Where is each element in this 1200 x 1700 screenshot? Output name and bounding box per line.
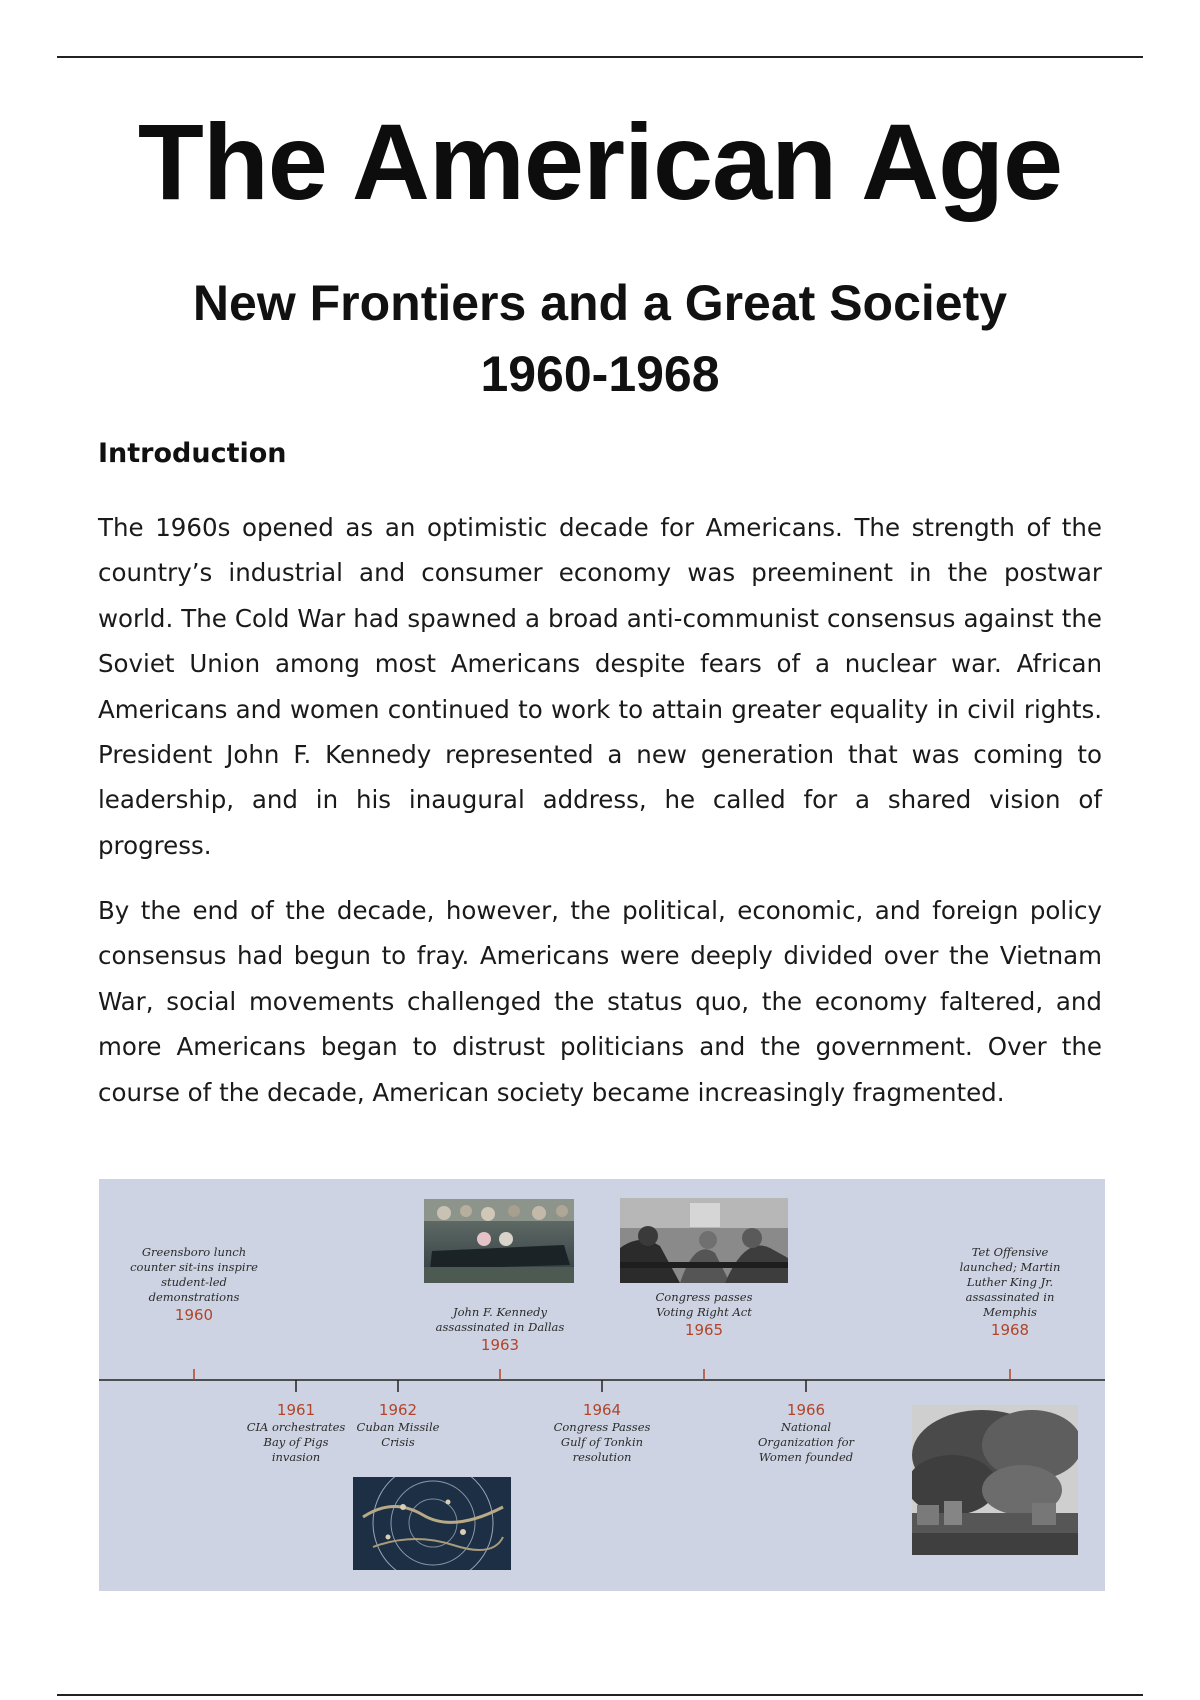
timeline-event-1962	[353, 1400, 443, 1450]
event-year: 1963	[480, 1336, 520, 1354]
event-text: Tet Offensive launched; Martin Luther King Jr. assassinated in Memphis	[959, 1245, 1061, 1319]
subtitle-line-2: 1960-1968	[480, 346, 720, 402]
timeline-event-1964	[542, 1400, 662, 1465]
event-year: 1962	[378, 1401, 418, 1419]
event-text: Cuban Missile Crisis	[356, 1420, 440, 1449]
event-text: CIA orchestrates Bay of Pigs invasion	[246, 1420, 346, 1464]
top-rule	[57, 56, 1143, 58]
event-year: 1961	[276, 1401, 316, 1419]
event-year: 1968	[990, 1321, 1030, 1339]
intro-paragraph-2: By the end of the decade, however, the political, economic, and foreign policy consensus had begun to fray. Americans were deeply divided over the Vietnam War, social movements challenged the status quo, the economy faltered, and more Americans began to distrust politicians and the government. Over the course of the decade, American society became increasingly fragmented.	[98, 896, 1102, 1107]
kennedy-motorcade-photo	[424, 1199, 574, 1283]
timeline-event-1968	[950, 1245, 1070, 1340]
event-year: 1965	[684, 1321, 724, 1339]
event-year: 1966	[786, 1401, 826, 1419]
event-year: 1964	[582, 1401, 622, 1419]
event-text: John F. Kennedy assassinated in Dallas	[435, 1305, 565, 1334]
page-title: The American Age	[137, 101, 1063, 222]
timeline-figure	[99, 1179, 1105, 1591]
timeline-event-1965	[647, 1290, 761, 1340]
voting-rights-signing-photo	[620, 1198, 788, 1283]
intro-paragraph-1: The 1960s opened as an optimistic decade for Americans. The strength of the country’s industrial and consumer economy was preeminent in the postwar world. The Cold War had spawned a broad anti-communist consensus against the Soviet Union among most Americans despite fears of a nuclear war. African Americans and women continued to work to attain greater equality in civil rights. President John F. Kennedy represented a new generation that was coming to leadership, and in his inaugural address, he called for a shared vision of progress.	[98, 513, 1102, 860]
event-text: Congress Passes Gulf of Tonkin resolution	[553, 1420, 651, 1464]
timeline-event-1961	[241, 1400, 351, 1465]
cuban-missile-map-photo	[353, 1477, 511, 1570]
section-heading: Introduction	[98, 438, 287, 469]
subtitle-line-1: New Frontiers and a Great Society	[192, 275, 1008, 331]
event-year: 1960	[174, 1306, 214, 1324]
event-text: National Organization for Women founded	[757, 1420, 855, 1464]
bottom-rule	[57, 1694, 1143, 1696]
event-text: Congress passes Voting Right Act	[655, 1290, 753, 1319]
event-text: Greensboro lunch counter sit-ins inspire student-led demonstrations	[130, 1245, 258, 1304]
timeline-event-1960	[129, 1245, 259, 1325]
timeline-event-1966	[751, 1400, 861, 1465]
timeline-event-1963	[425, 1305, 575, 1355]
page-subtitle	[0, 268, 1200, 410]
vietnam-smoke-photo	[912, 1405, 1078, 1555]
